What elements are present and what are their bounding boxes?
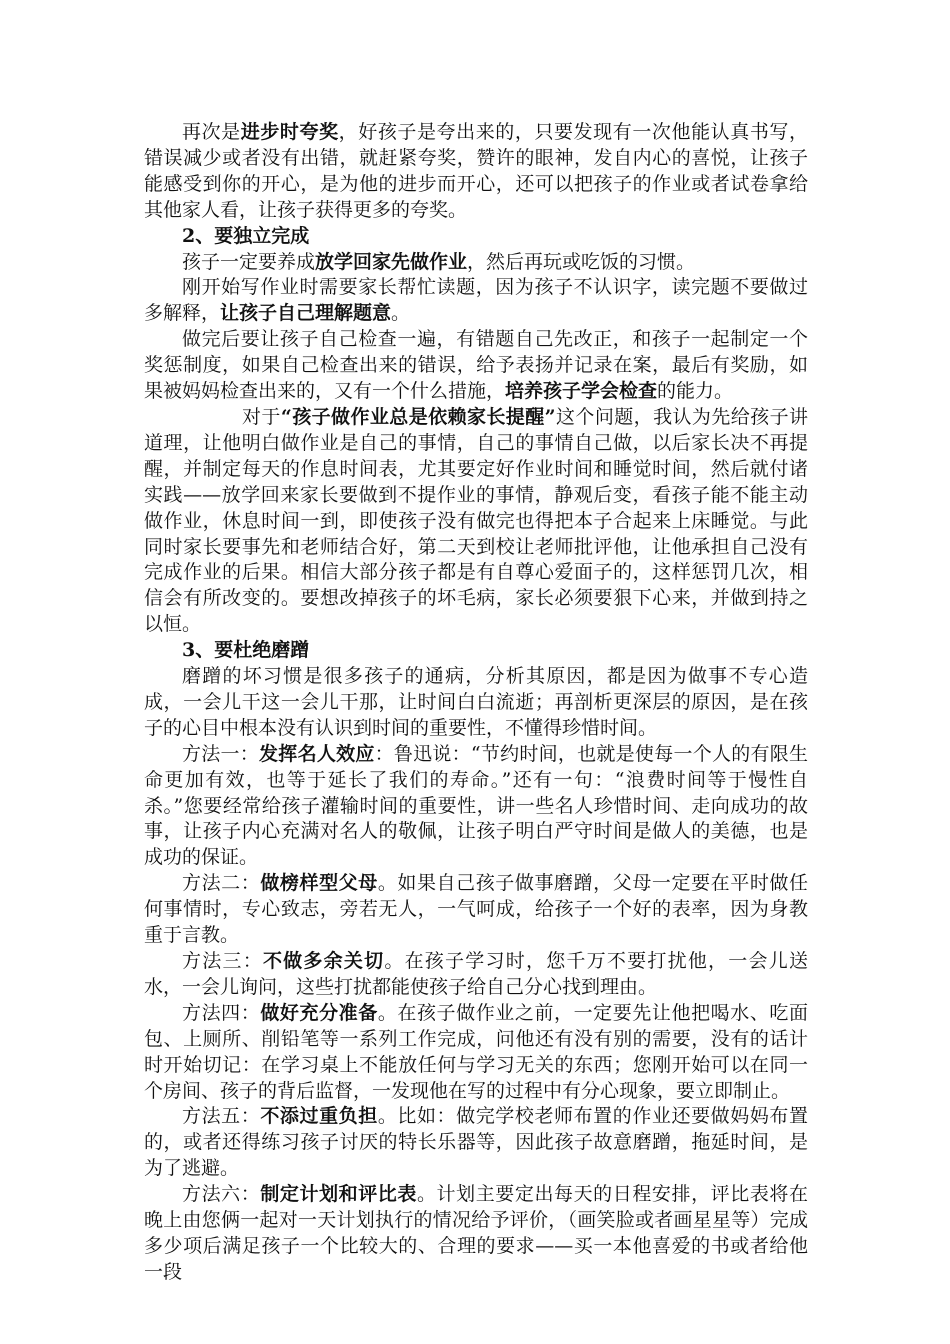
text-run: 做完后要让孩子自己检查一遍，有错题自己先改正，和孩子一起制定一个奖惩制度，如果自己检查出来的错误，给予表扬并记录在案，最后有奖励，如果被妈妈检查出来的，又有一个什么措施，	[144, 328, 808, 403]
paragraph-method-6	[144, 1182, 808, 1286]
section-heading-3	[144, 638, 808, 664]
text-run: 再次是	[182, 121, 241, 143]
bold-text-run: 进步时夸奖	[240, 121, 339, 143]
paragraph-praise-progress	[144, 120, 808, 224]
bold-text-run: 培养孩子学会检查	[505, 380, 658, 403]
text-run: 。在孩子做作业之前，一定要先让他把喝水、吃面包、上厕所、削铅笔等一系列工作完成，问他还有没有别的需要，没有的话计时开始切记：在学习桌上不能放任何与学习无关的东西；您刚开始可以在同一个房间、孩子的背后监督，一发现他在写的过程中有分心现象，要立即制止。	[144, 1001, 808, 1102]
text-run: 这个问题，我认为先给孩子讲道理，让他明白做作业是自己的事情，自己的事情自己做，以后家长决不再提醒，并制定每天的作息时间表，尤其要定好作业时间和睡觉时间，然后就付诸实践——放学回来家长要做到不提作业的事情，静观后变，看孩子能不能主动做作业，休息时间一到，即使孩子没有做完也得把本子合起来上床睡觉。与此同时家长要事先和老师结合好，第二天到校让老师批评他，让他承担自己没有完成作业的后果。相信大部分孩子都是有自尊心爱面子的，这样惩罚几次，相信会有所改变的。要想改掉孩子的坏毛病，家长必须要狠下心来，并做到持之以恒。	[144, 405, 808, 636]
text-run: ，然后再玩或吃饭的习惯。	[467, 250, 696, 273]
text-run: 孩子一定要养成	[182, 250, 316, 273]
text-run: 方法一：	[182, 742, 260, 765]
text-run: 。在孩子学习时，您千万不要打扰他，一会儿送水，一会儿询问，这些打扰都能使孩子给自己分心找到理由。	[144, 950, 808, 998]
bold-text-run: “孩子做作业总是依赖家长提醒”	[280, 405, 556, 428]
bold-text-run: 不做多余关切	[262, 950, 385, 972]
heading-text: 3、要杜绝磨蹭	[182, 639, 310, 662]
paragraph-method-4	[144, 1001, 808, 1105]
bold-text-run: 发挥名人效应	[259, 742, 375, 765]
bold-text-run: 做榜样型父母	[260, 872, 378, 895]
text-run: 。	[391, 302, 411, 325]
text-run: 方法六：	[182, 1183, 261, 1206]
paragraph-dawdling-cause	[144, 664, 808, 742]
text-run: 。如果自己孩子做事磨蹭，父母一定要在平时做任何事情时，专心致志，旁若无人，一气呵成，给孩子一个好的表率，因为身教重于言教。	[144, 872, 808, 947]
paragraph-method-5	[144, 1104, 808, 1182]
bold-text-run: 做好充分准备	[260, 1001, 378, 1024]
bold-text-run: 让孩子自己理解题意	[220, 302, 392, 325]
paragraph-reminder-dependence	[144, 405, 808, 638]
paragraph-method-3	[144, 949, 808, 1001]
document-body	[144, 120, 808, 1286]
text-run: 。比如：做完学校老师布置的作业还要做妈妈布置的，或者还得练习孩子讨厌的特长乐器等，因此孩子故意磨蹭，拖延时间，是为了逃避。	[144, 1105, 808, 1180]
text-run: ，好孩子是夸出来的，只要发现有一次他能认真书写，错误减少或者没有出错，就赶紧夸奖，赞许的眼神，发自内心的喜悦，让孩子能感受到你的开心，是为他的进步而开心，还可以把孩子的作业或者试卷拿给其他家人看，让孩子获得更多的夸奖。	[144, 121, 808, 221]
text-run: 对于	[242, 405, 281, 428]
paragraph-self-check	[144, 327, 808, 405]
text-run: 方法四：	[182, 1001, 261, 1024]
bold-text-run: 制定计划和评比表	[260, 1183, 417, 1206]
text-run: ：鲁迅说：“节约时间，也就是使每一个人的有限生命更加有效，也等于延长了我们的寿命。”还有一句：“浪费时间等于慢性自杀。”您要经常给孩子灌输时间的重要性，讲一些名人珍惜时间、走向成功的故事，让孩子内心充满对名人的敬佩，让孩子明白严守时间是做人的美德，也是成功的保证。	[144, 742, 808, 869]
text-run: 方法二：	[182, 872, 261, 895]
paragraph-method-1	[144, 742, 808, 872]
heading-text: 2、要独立完成	[182, 224, 310, 247]
bold-text-run: 不添过重负担	[260, 1105, 378, 1128]
section-heading-2	[144, 224, 808, 250]
paragraph-method-2	[144, 871, 808, 949]
text-run: 。计划主要定出每天的日程安排，评比表将在晚上由您俩一起对一天计划执行的情况给予评价，（画笑脸或者画星星等）完成多少项后满足孩子一个比较大的、合理的要求——买一本他喜爱的书或者给他一段	[144, 1183, 808, 1283]
paragraph-reading-questions	[144, 275, 808, 327]
text-run: 方法五：	[182, 1105, 261, 1128]
bold-text-run: 放学回家先做作业	[315, 250, 468, 273]
paragraph-homework-first	[144, 250, 808, 276]
text-run: 刚开始写作业时需要家长帮忙读题，因为孩子不认识字，读完题不要做过多解释，	[144, 276, 808, 325]
text-run: 方法三：	[182, 950, 263, 972]
text-run: 磨蹭的坏习惯是很多孩子的通病，分析其原因，都是因为做事不专心造成，一会儿干这一会儿干那，让时间白白流逝；再剖析更深层的原因，是在孩子的心目中根本没有认识到时间的重要性，不懂得珍惜时间。	[144, 665, 808, 739]
text-run: 的能力。	[657, 380, 734, 403]
